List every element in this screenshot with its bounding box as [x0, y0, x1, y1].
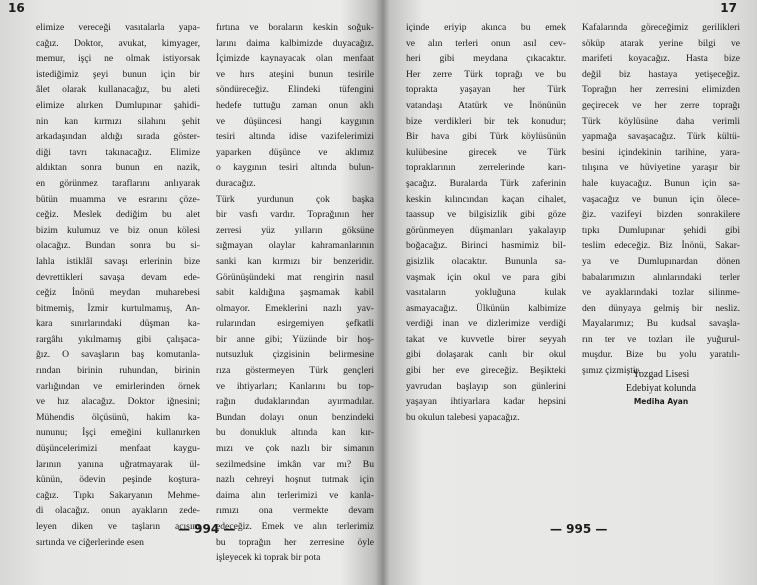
text-line: nazlı cehreyi hoşnut tutmak için: [216, 474, 374, 486]
signature-school: Yozgad Lisesi: [632, 369, 690, 380]
text-line: içinde eriyip akınca bu emek: [406, 22, 566, 33]
text-line: sanki kan kırmızı bir benzeridir.: [216, 255, 374, 267]
text-line: sığmayan olaylar kahramanlarının: [216, 240, 374, 252]
text-line: Mühendis ölçüsünü, hakim ka-: [36, 411, 200, 423]
text-line: nununu; İşçi emeğini kullanırken: [36, 427, 200, 439]
text-line: gibi her eve gireceğiz. Beşikteki: [406, 365, 566, 377]
text-line: görünmeyen düşmanları yakalayıp: [406, 224, 566, 236]
text-line: ve ayaklarındaki tozlar silinme-: [582, 287, 740, 299]
text-line: elimize vereceği vasıtalarla yapa-: [36, 22, 200, 33]
text-line: vaşacağız ve bunun için ölece-: [582, 193, 740, 205]
text-line: aldıktan sonra bunun en nazik,: [36, 162, 200, 174]
text-line: tesiri altında idise vazifelerimizi: [216, 131, 374, 143]
text-line: besini içindekinin tarihine, yara-: [582, 146, 740, 158]
right-page-column-2: [582, 20, 740, 379]
text-line: yavrudan başlayıp son günlerini: [406, 380, 566, 392]
text-line: yapmağa savaşacağız. Türk kültü-: [582, 131, 740, 143]
right-page-column-1: [406, 20, 566, 425]
text-line: rağın dudaklarından ayırmadılar.: [216, 396, 374, 408]
text-line: asmayacağız. Ülkünün kalbimize: [406, 302, 566, 314]
text-line: değil biz hastaya yetişeceğiz.: [582, 68, 740, 80]
text-line: yaşayan ihtiyarlara kadar hepsini: [406, 396, 566, 408]
text-line: bitmemiş, İzmir kurtulmamış, An-: [36, 302, 200, 314]
text-line: yaparken düşünce ve aklımız: [216, 146, 374, 158]
text-line: vasıtaların yokluğuna kulak: [406, 287, 566, 299]
text-line: memur, işçi ne olmak istiyorsak: [36, 53, 200, 65]
text-line: vatandaşı Atatürk ve İnönünün: [406, 99, 566, 111]
text-line: şımız çizmiştir.: [582, 365, 641, 377]
left-page-column-2: [216, 20, 374, 566]
text-line: fırtına ve boraların keskin soğuk-: [216, 22, 374, 33]
text-line: olmayor. Emeklerini nazlı yav-: [216, 302, 374, 314]
text-line: bir anne gibi; Yüzünde bir hoş-: [216, 333, 374, 345]
text-line: zerresi yüz yılların göksüne: [216, 224, 374, 236]
text-line: ve alın terleri onun asıl cev-: [406, 37, 566, 49]
footer-page-number-right: — 995 —: [550, 522, 608, 536]
text-line: Mayalarımız; Bu kudsal savaşla-: [582, 318, 740, 330]
text-line: rın ter ve tozları ile yuğurul-: [582, 333, 740, 345]
text-line: elimize alırken Dumlupınar şahidi-: [36, 99, 200, 111]
signature-block: [582, 368, 740, 408]
text-line: olacağız. Bundan sonra bu si-: [36, 240, 200, 252]
text-line: sırtında ve ciğerlerinde esen: [36, 536, 144, 548]
text-line: Türk yurdunun çok başka: [216, 193, 374, 205]
text-line: bizim kulumuz ve biz onun kölesi: [36, 224, 200, 236]
text-line: tılışına ve hüviyetine yaraşır bir: [582, 162, 740, 174]
text-line: duracağız.: [216, 177, 256, 189]
text-line: ve hırs ateşini bunun tesirile: [216, 68, 374, 80]
text-line: Toprağın her zerresini elimizden: [582, 84, 740, 96]
text-line: kulübesine girecek ve Türk: [406, 146, 566, 158]
text-line: cağız. Tıpkı Sakaryanın Mehme-: [36, 489, 200, 501]
right-page: [384, 0, 757, 585]
text-line: rargâhı yıkılmamış gibi çalışaca-: [36, 333, 200, 345]
text-line: rımızı ona vermekte devam: [216, 505, 374, 517]
text-line: künün, ödevin peşinde koştura-: [36, 474, 200, 486]
text-line: Bir hava gibi Türk köylüsünün: [406, 131, 566, 143]
text-line: Her zerre Türk toprağı ve bu: [406, 68, 566, 80]
footer-page-number-left: — 994 —: [178, 522, 236, 536]
text-line: taassup ve bilgisizlik gibi göze: [406, 209, 566, 221]
text-line: söküp atarak yerine bilgi ve: [582, 37, 740, 49]
text-line: rından birinin ruhundan, birinin: [36, 365, 200, 377]
text-line: bu toprağın her zerresine öyle: [216, 536, 374, 548]
text-line: sabit kaldığına şaşmamak kabil: [216, 287, 374, 299]
text-line: şacağız. Buralarda Türk zaferinin: [406, 177, 566, 189]
text-line: teslim edeceğiz. Biz İnönü, Sakar-: [582, 240, 740, 252]
text-line: bir vasfı vardır. Toprağının her: [216, 209, 374, 221]
text-line: söndüreceğiz. Elindeki tüfengini: [216, 84, 374, 96]
text-line: âlet olarak kullanacağız, bu aleti: [36, 84, 200, 96]
text-line: nutsuzluk çizgisinin belirmesine: [216, 349, 374, 361]
text-line: larının yanına uğratmayarak ül-: [36, 458, 200, 470]
text-line: ya ve Dumlupınardan dönen: [582, 255, 740, 267]
text-line: bu donukluk altında kan kır-: [216, 427, 374, 439]
text-line: işleyecek ki toprak bir pota: [216, 552, 321, 564]
text-line: verdiği inan ve dizlerimize verdiği: [406, 318, 566, 330]
text-line: hale kuyacağız. Bunun için sa-: [582, 177, 740, 189]
text-line: ceğiz İnönü meydan muharebesi: [36, 287, 200, 299]
text-line: leyen diken ve taşların acısını: [36, 521, 200, 532]
text-line: ve düşüncesi hangi kaygının: [216, 115, 374, 127]
text-line: rularından esirgemiyen şefkatli: [216, 318, 374, 330]
text-line: İçimizde kaynayacak olan menfaat: [216, 53, 374, 65]
signature-club: Edebiyat kolunda: [625, 383, 697, 394]
text-line: marifeti koyacağız. Hasta bize: [582, 53, 740, 65]
text-line: devrettikleri savaşa devam ede-: [36, 271, 200, 283]
text-line: düşüncelerimizi menfaat kaygu-: [36, 443, 200, 455]
text-line: tıpkı Dumlupınar şehidi gibi: [582, 224, 740, 236]
text-line: bu okulun talebesi yapacağız.: [406, 411, 520, 423]
text-line: di olacağız. onun ayakların zede-: [36, 505, 200, 517]
text-line: nin kan kırmızı silahını şehit: [36, 115, 200, 127]
page-number-left: 16: [8, 1, 25, 15]
text-line: hedefe tuttuğu zaman onun aklı: [216, 99, 374, 111]
text-line: Türk köylüsüne daha verimli: [582, 115, 740, 127]
text-line: vaşmak için okul ve para gibi: [406, 271, 566, 283]
text-line: ve hız alacağız. Doktor iğnesini;: [36, 396, 200, 408]
text-line: varlığından ve emirlerinden örnek: [36, 380, 200, 392]
text-line: cağız. Doktor, avukat, kimyager,: [36, 37, 200, 49]
text-line: babalarımızın alınlarındaki terler: [582, 271, 740, 283]
text-line: Kafalarında göreceğimiz gerilikleri: [582, 22, 740, 33]
text-line: istediğimiz şeyi bunun için bir: [36, 68, 200, 80]
text-line: rıza göstermeyen Türk gençleri: [216, 365, 374, 377]
text-line: daima alın terlerimizi ve kanla-: [216, 489, 374, 501]
text-line: larını daima kalbimizde duyacağız.: [216, 37, 374, 49]
text-line: en görünmez taraflarını anlıyarak: [36, 177, 200, 189]
text-line: lahla istiklâl savaşı erlerinin bize: [36, 255, 200, 267]
text-line: o kaygının tesiri altında bulun-: [216, 162, 374, 174]
text-line: sezilmedsine imkân var mı? Bu: [216, 458, 374, 470]
text-line: heri gibi meydana çıkacaktır.: [406, 53, 566, 65]
page-number-right: 17: [720, 1, 737, 15]
text-line: den dünyaya gelmiş bir nesliz.: [582, 302, 740, 314]
text-line: topraklarının zerrelerinde karı-: [406, 162, 566, 174]
text-line: mızı ve çok nazlı bir simanın: [216, 443, 374, 455]
text-line: gisizlik olacaktır. Bununla sa-: [406, 255, 566, 267]
text-line: bize verdikleri bir tek konudur;: [406, 115, 566, 127]
text-line: takat ve kuvvetle birer seyyah: [406, 333, 566, 345]
text-line: edeceğiz. Emek ve alın terlerimiz: [216, 521, 374, 532]
text-line: kara sınırlarındaki düşman ka-: [36, 318, 200, 330]
text-line: ğız. O savaşların baş komutanla-: [36, 349, 200, 361]
text-line: bütün muamma ve esrarını çöze-: [36, 193, 200, 205]
text-line: diği tavrı takınacağız. Elimize: [36, 146, 200, 158]
text-line: toprakta yaşayan her Türk: [406, 84, 566, 96]
text-line: ve ihtiyarları; Kanlarını bu top-: [216, 380, 374, 392]
text-line: keskin kılıncından kaçan cihalet,: [406, 193, 566, 205]
text-line: boğacağız. Birinci hasmimiz bil-: [406, 240, 566, 252]
signature-author: Mediha Ayan: [633, 397, 689, 406]
text-line: ceğiz. Meslek dediğim bu alet: [36, 209, 200, 221]
text-line: gibi dolaşarak canlı bir okul: [406, 349, 566, 361]
left-page-column-1: [36, 20, 200, 550]
text-line: Bundan dolayı onun benzindeki: [216, 411, 374, 423]
text-line: Görünüşündeki mat rengirin nasıl: [216, 271, 374, 283]
text-line: ğiz. vazifeyi bizden sonrakilere: [582, 209, 740, 221]
text-line: arkadaşından aldığı sırada göster-: [36, 131, 200, 143]
text-line: geçirecek ve her zerre toprağı: [582, 99, 740, 111]
text-line: muşdur. Bize bu yolu yaratılı-: [582, 349, 740, 361]
